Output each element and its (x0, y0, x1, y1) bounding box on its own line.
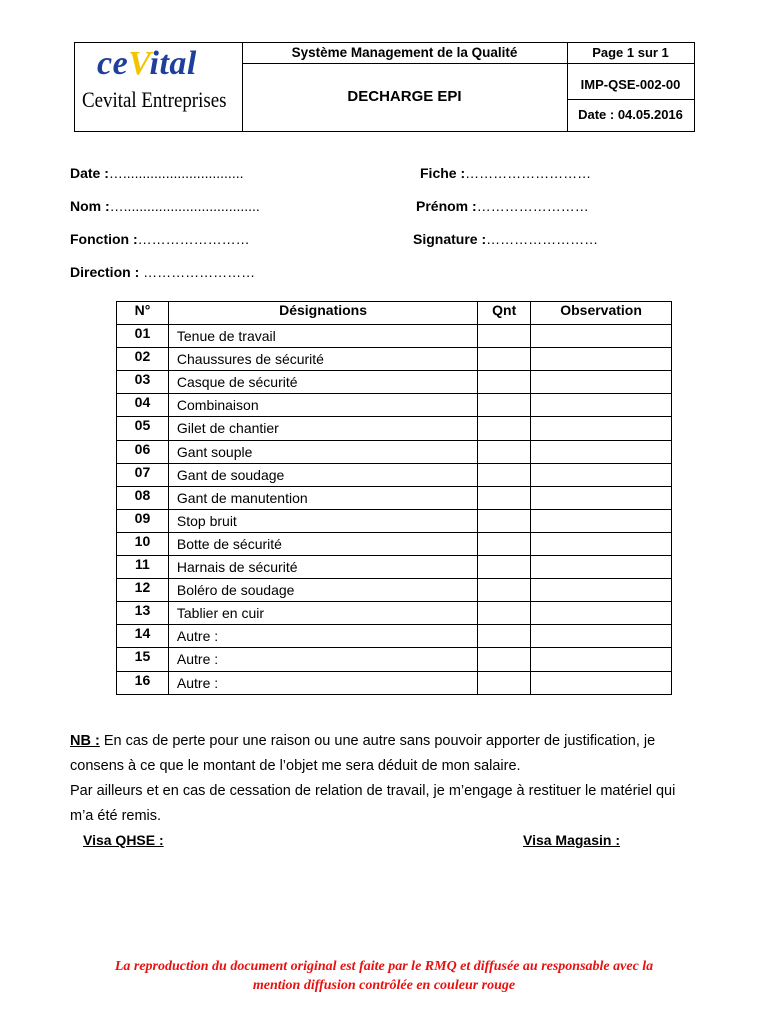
row-quantity-cell[interactable] (478, 579, 531, 602)
direction-label: Direction : (70, 264, 140, 280)
table-row (117, 671, 672, 694)
row-designation: Autre : (168, 625, 477, 648)
row-designation: Autre : (168, 648, 477, 671)
row-designation: Combinaison (168, 394, 477, 417)
nb-first-paragraph (70, 729, 700, 779)
row-designation: Stop bruit (168, 509, 477, 532)
header-designation: Désignations (168, 302, 477, 325)
row-designation: Harnais de sécurité (168, 556, 477, 579)
date-field[interactable] (70, 165, 244, 181)
row-quantity-cell[interactable] (478, 325, 531, 348)
row-number: 16 (117, 671, 169, 694)
row-number: 07 (117, 463, 169, 486)
row-quantity-cell[interactable] (478, 394, 531, 417)
nb-paragraph (70, 729, 700, 829)
row-designation: Botte de sécurité (168, 532, 477, 555)
logo-subtitle: Cevital Entreprises (82, 87, 227, 112)
row-observation-cell[interactable] (531, 486, 672, 509)
row-observation-cell[interactable] (531, 509, 672, 532)
signature-dots: …………………… (486, 231, 599, 247)
row-observation-cell[interactable] (531, 325, 672, 348)
table-row (117, 532, 672, 555)
logo-wordmark: ceVital (97, 45, 197, 82)
row-observation-cell[interactable] (531, 532, 672, 555)
epi-table (116, 301, 672, 695)
row-observation-cell[interactable] (531, 371, 672, 394)
nb-text-2: Par ailleurs et en cas de cessation de relation de travail, je m’engage à restituer le matériel qui m’a été remis. (70, 783, 676, 824)
signature-field[interactable] (413, 231, 598, 247)
row-number: 12 (117, 579, 169, 602)
row-observation-cell[interactable] (531, 348, 672, 371)
row-quantity-cell[interactable] (478, 625, 531, 648)
row-quantity-cell[interactable] (478, 602, 531, 625)
row-quantity-cell[interactable] (478, 463, 531, 486)
nom-dots: …................................... (109, 198, 260, 214)
nom-label: Nom : (70, 198, 110, 214)
row-designation: Gant de soudage (168, 463, 477, 486)
row-quantity-cell[interactable] (478, 371, 531, 394)
row-observation-cell[interactable] (531, 602, 672, 625)
row-designation: Tablier en cuir (168, 602, 477, 625)
prenom-field[interactable] (416, 198, 589, 214)
prenom-label: Prénom : (416, 198, 477, 214)
row-number: 06 (117, 440, 169, 463)
document-header (74, 42, 695, 132)
row-quantity-cell[interactable] (478, 648, 531, 671)
row-quantity-cell[interactable] (478, 532, 531, 555)
document-reference: IMP-QSE-002-00 (580, 77, 681, 92)
row-number: 03 (117, 371, 169, 394)
fiche-dots: ……………………… (465, 165, 592, 181)
row-quantity-cell[interactable] (478, 509, 531, 532)
fiche-label: Fiche : (420, 165, 466, 181)
visa-magasin: Visa Magasin : (523, 832, 621, 848)
table-row (117, 579, 672, 602)
row-number: 11 (117, 556, 169, 579)
row-observation-cell[interactable] (531, 394, 672, 417)
header-quantity: Qnt (478, 302, 531, 325)
row-number: 04 (117, 394, 169, 417)
row-designation: Casque de sécurité (168, 371, 477, 394)
row-observation-cell[interactable] (531, 671, 672, 694)
nb-label: NB : (70, 733, 100, 749)
row-number: 13 (117, 602, 169, 625)
page-number: Page 1 sur 1 (567, 43, 694, 64)
header-number: N° (117, 302, 169, 325)
table-row (117, 556, 672, 579)
row-designation: Boléro de soudage (168, 579, 477, 602)
company-logo (75, 43, 243, 131)
table-row (117, 509, 672, 532)
footer-line-2: mention diffusion contrôlée en couleur rouge (252, 978, 516, 993)
fiche-field[interactable] (420, 165, 591, 181)
row-quantity-cell[interactable] (478, 440, 531, 463)
document-title: DECHARGE EPI (242, 63, 568, 131)
row-quantity-cell[interactable] (478, 486, 531, 509)
row-observation-cell[interactable] (531, 440, 672, 463)
fonction-dots: …………………… (137, 231, 250, 247)
row-designation: Gilet de chantier (168, 417, 477, 440)
document-date: Date : 04.05.2016 (567, 99, 694, 132)
row-observation-cell[interactable] (531, 463, 672, 486)
row-designation: Autre : (168, 671, 477, 694)
row-observation-cell[interactable] (531, 579, 672, 602)
table-row (117, 394, 672, 417)
table-row (117, 371, 672, 394)
row-quantity-cell[interactable] (478, 348, 531, 371)
table-row (117, 440, 672, 463)
row-number: 14 (117, 625, 169, 648)
table-row (117, 486, 672, 509)
table-header-row (117, 302, 672, 325)
row-quantity-cell[interactable] (478, 417, 531, 440)
row-quantity-cell[interactable] (478, 671, 531, 694)
row-number: 05 (117, 417, 169, 440)
fonction-label: Fonction : (70, 231, 138, 247)
direction-field[interactable] (70, 264, 255, 280)
row-designation: Gant de manutention (168, 486, 477, 509)
row-designation: Tenue de travail (168, 325, 477, 348)
date-label: Date : (70, 165, 109, 181)
row-observation-cell[interactable] (531, 417, 672, 440)
system-title: Système Management de la Qualité (242, 43, 568, 64)
header-observation: Observation (531, 302, 672, 325)
direction-dots: …………………… (139, 264, 256, 280)
row-number: 10 (117, 532, 169, 555)
nb-text-1: En cas de perte pour une raison ou une autre sans pouvoir apporter de justification, je consens à ce que le montant de l’objet me sera déduit de mon salaire. (70, 733, 656, 774)
row-observation-cell[interactable] (531, 648, 672, 671)
fonction-field[interactable] (70, 231, 250, 247)
footer-line-1: La reproduction du document original est faite par le RMQ et diffusée au responsable avec la (114, 959, 654, 974)
table-row (117, 625, 672, 648)
signature-label: Signature : (413, 231, 487, 247)
nom-field[interactable] (70, 198, 260, 214)
visa-qhse: Visa QHSE : (83, 832, 164, 848)
row-observation-cell[interactable] (531, 625, 672, 648)
row-number: 08 (117, 486, 169, 509)
footer-notice (60, 957, 708, 995)
table-row (117, 325, 672, 348)
table-row (117, 463, 672, 486)
table-row (117, 417, 672, 440)
row-number: 02 (117, 348, 169, 371)
row-number: 15 (117, 648, 169, 671)
row-designation: Gant souple (168, 440, 477, 463)
row-number: 01 (117, 325, 169, 348)
table-row (117, 602, 672, 625)
row-quantity-cell[interactable] (478, 556, 531, 579)
table-row (117, 648, 672, 671)
row-observation-cell[interactable] (531, 556, 672, 579)
date-dots: …............................... (108, 165, 244, 181)
row-designation: Chaussures de sécurité (168, 348, 477, 371)
table-row (117, 348, 672, 371)
prenom-dots: …………………… (476, 198, 589, 214)
row-number: 09 (117, 509, 169, 532)
